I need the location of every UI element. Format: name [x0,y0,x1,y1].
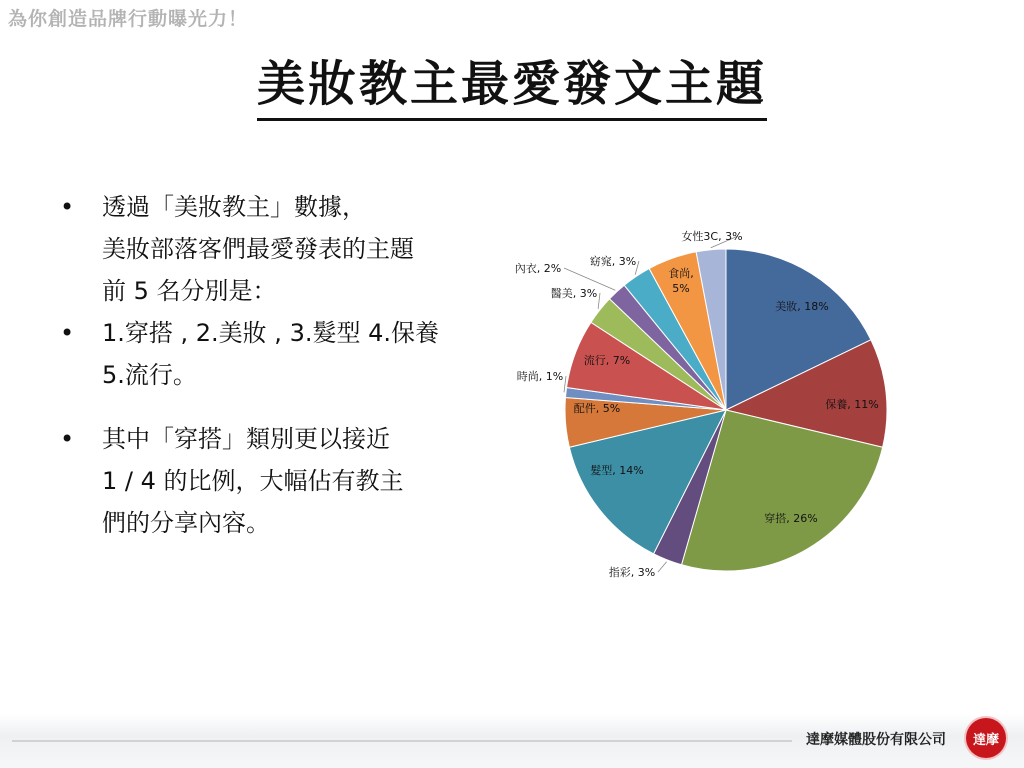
pie-leader-line [598,293,600,309]
pie-chart [500,222,900,590]
bullet-line: 美妝部落客們最愛發表的主題 [102,235,414,263]
pie-data-label: 窈窕, 3% [589,255,637,268]
pie-data-label: 保養, 11% [825,398,879,411]
pie-data-label: 髮型, 14% [590,464,644,477]
slide-title-text: 美妝教主最愛發文主題 [257,57,767,121]
pie-data-label: 內衣, 2% [514,262,562,275]
tagline: 為你創造品牌行動曝光力！ [8,8,249,30]
pie-data-label: 美妝, 18% [775,300,829,313]
bullet-line: 前 5 名分別是： [102,277,277,305]
bullet-list [60,186,480,544]
bullet-line: 1.穿搭 , 2.美妝 , 3.髮型 4.保養 [102,319,439,347]
bullet-marker: • [60,425,75,453]
pie-data-label: 配件, 5% [573,402,621,415]
bullet-marker: • [60,193,75,221]
bullet-item [60,312,480,396]
pie-leader-line [564,376,566,392]
pie-data-label: 醫美, 3% [550,287,598,300]
bullet-line: 透過「美妝教主」數據， [102,193,366,221]
bullet-line: 1 / 4 的比例，大幅佔有教主 [102,467,404,495]
slide-title [0,56,1024,121]
pie-data-label: 流行, 7% [583,354,631,367]
bullet-line: 其中「穿搭」類別更以接近 [102,425,390,453]
company-logo: 達摩 [966,718,1006,758]
company-name: 達摩媒體股份有限公司 [806,732,946,748]
bullet-line: 5.流行。 [102,361,197,389]
pie-data-label: 食尚, 5% [668,267,694,295]
bullet-item [60,186,480,312]
pie-leader-line [658,562,667,572]
footer-divider [12,740,792,742]
pie-data-label: 女性3C, 3% [681,230,743,243]
pie-data-label: 指彩, 3% [608,566,656,579]
pie-data-label: 穿搭, 26% [764,512,818,525]
pie-data-label: 時尚, 1% [516,370,564,383]
bullet-line: 們的分享內容。 [102,509,270,537]
bullet-item [60,418,480,544]
bullet-marker: • [60,319,75,347]
